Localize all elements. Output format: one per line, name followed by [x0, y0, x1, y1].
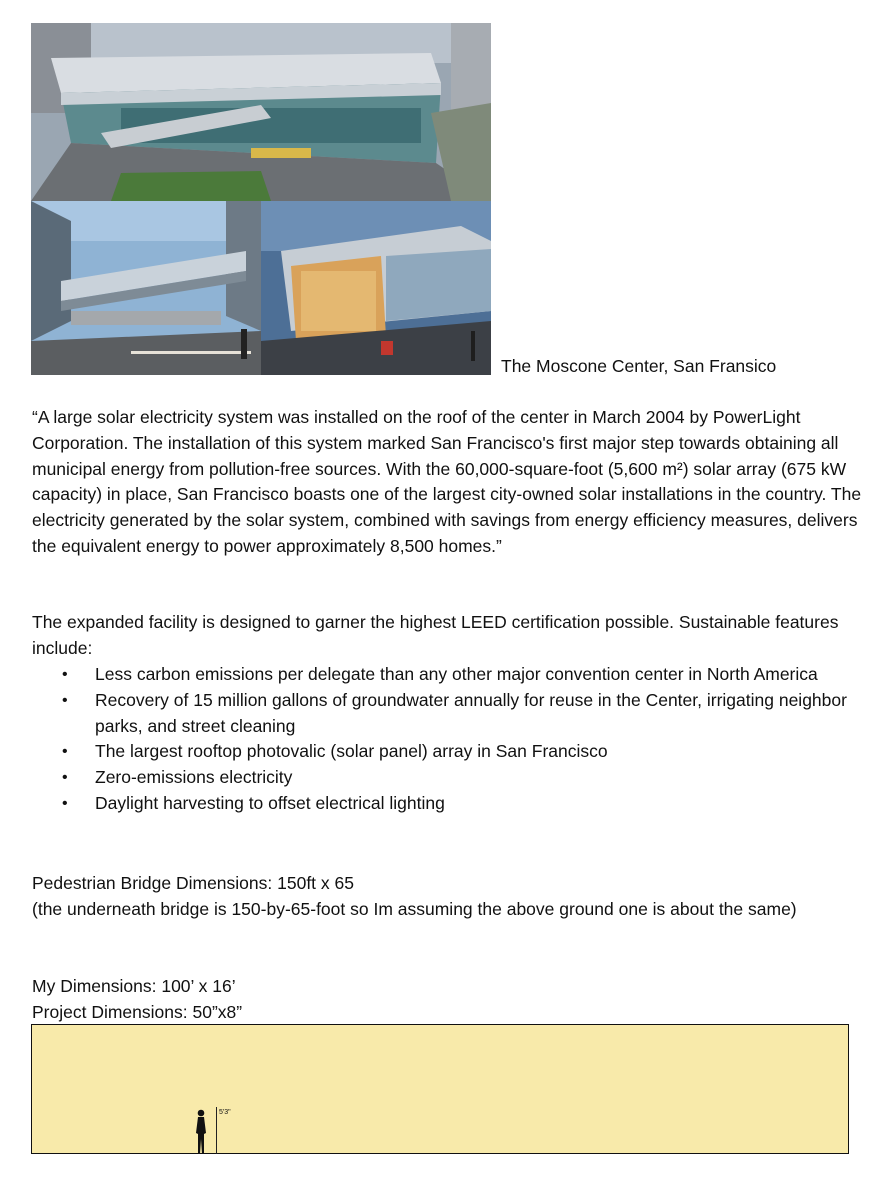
sustainability-intro: The expanded facility is designed to garner the highest LEED certification possible. Sustainable features include:	[32, 612, 839, 658]
dimensions-block	[32, 974, 862, 1026]
height-marker-line	[216, 1107, 217, 1154]
bridge-dimensions-line: Pedestrian Bridge Dimensions: 150ft x 65	[32, 873, 354, 893]
height-marker-label: 5'3"	[219, 1109, 231, 1116]
bullet-icon: •	[62, 691, 68, 709]
bullet-icon: •	[62, 666, 68, 683]
bullet-icon: •	[62, 794, 68, 812]
list-item: • Zero-emissions electricity	[32, 765, 862, 791]
bullet-icon: •	[62, 769, 68, 787]
project-dimensions: Project Dimensions: 50”x8”	[32, 1001, 243, 1022]
photo-caption: The Moscone Center, San Fransico	[501, 356, 777, 376]
list-item: • Daylight harvesting to offset electrical lighting	[32, 791, 862, 817]
list-item: • Recovery of 15 million gallons of groundwater annually for reuse in the Center, irrigating neighbor parks, and street cleaning	[62, 689, 847, 736]
scale-drawing	[31, 1024, 849, 1154]
person-silhouette-icon	[194, 1109, 208, 1155]
moscone-facade-photo	[261, 201, 491, 375]
bridge-dimensions-note: (the underneath bridge is 150-by-65-foot so Im assuming the above ground one is about the same)	[32, 898, 797, 919]
solar-quote-paragraph: “A large solar electricity system was installed on the roof of the center in March 2004 by PowerLight Corporation. The installation of this system marked San Francisco's first major step towards obtaining all municipal energy from pollution-free sources. With the 60,000-square-foot (5,600 m²) solar array (675 kW capacity) in place, San Francisco boasts one of the largest city-owned solar installations in the country. The electricity generated by the solar system, combined with savings from energy efficiency measures, delivers the equivalent energy to power approximately 8,500 homes.”	[32, 407, 862, 556]
features-list	[32, 662, 862, 817]
bullet-icon: •	[62, 743, 68, 761]
my-dimensions: My Dimensions: 100’ x 16’	[32, 976, 236, 996]
list-item: • Less carbon emissions per delegate than any other major convention center in North America	[32, 662, 862, 688]
moscone-aerial-photo	[31, 23, 491, 201]
bridge-dimensions	[32, 871, 862, 923]
list-item: • The largest rooftop photovalic (solar panel) array in San Francisco	[32, 739, 862, 765]
bridge-street-photo	[31, 201, 261, 375]
